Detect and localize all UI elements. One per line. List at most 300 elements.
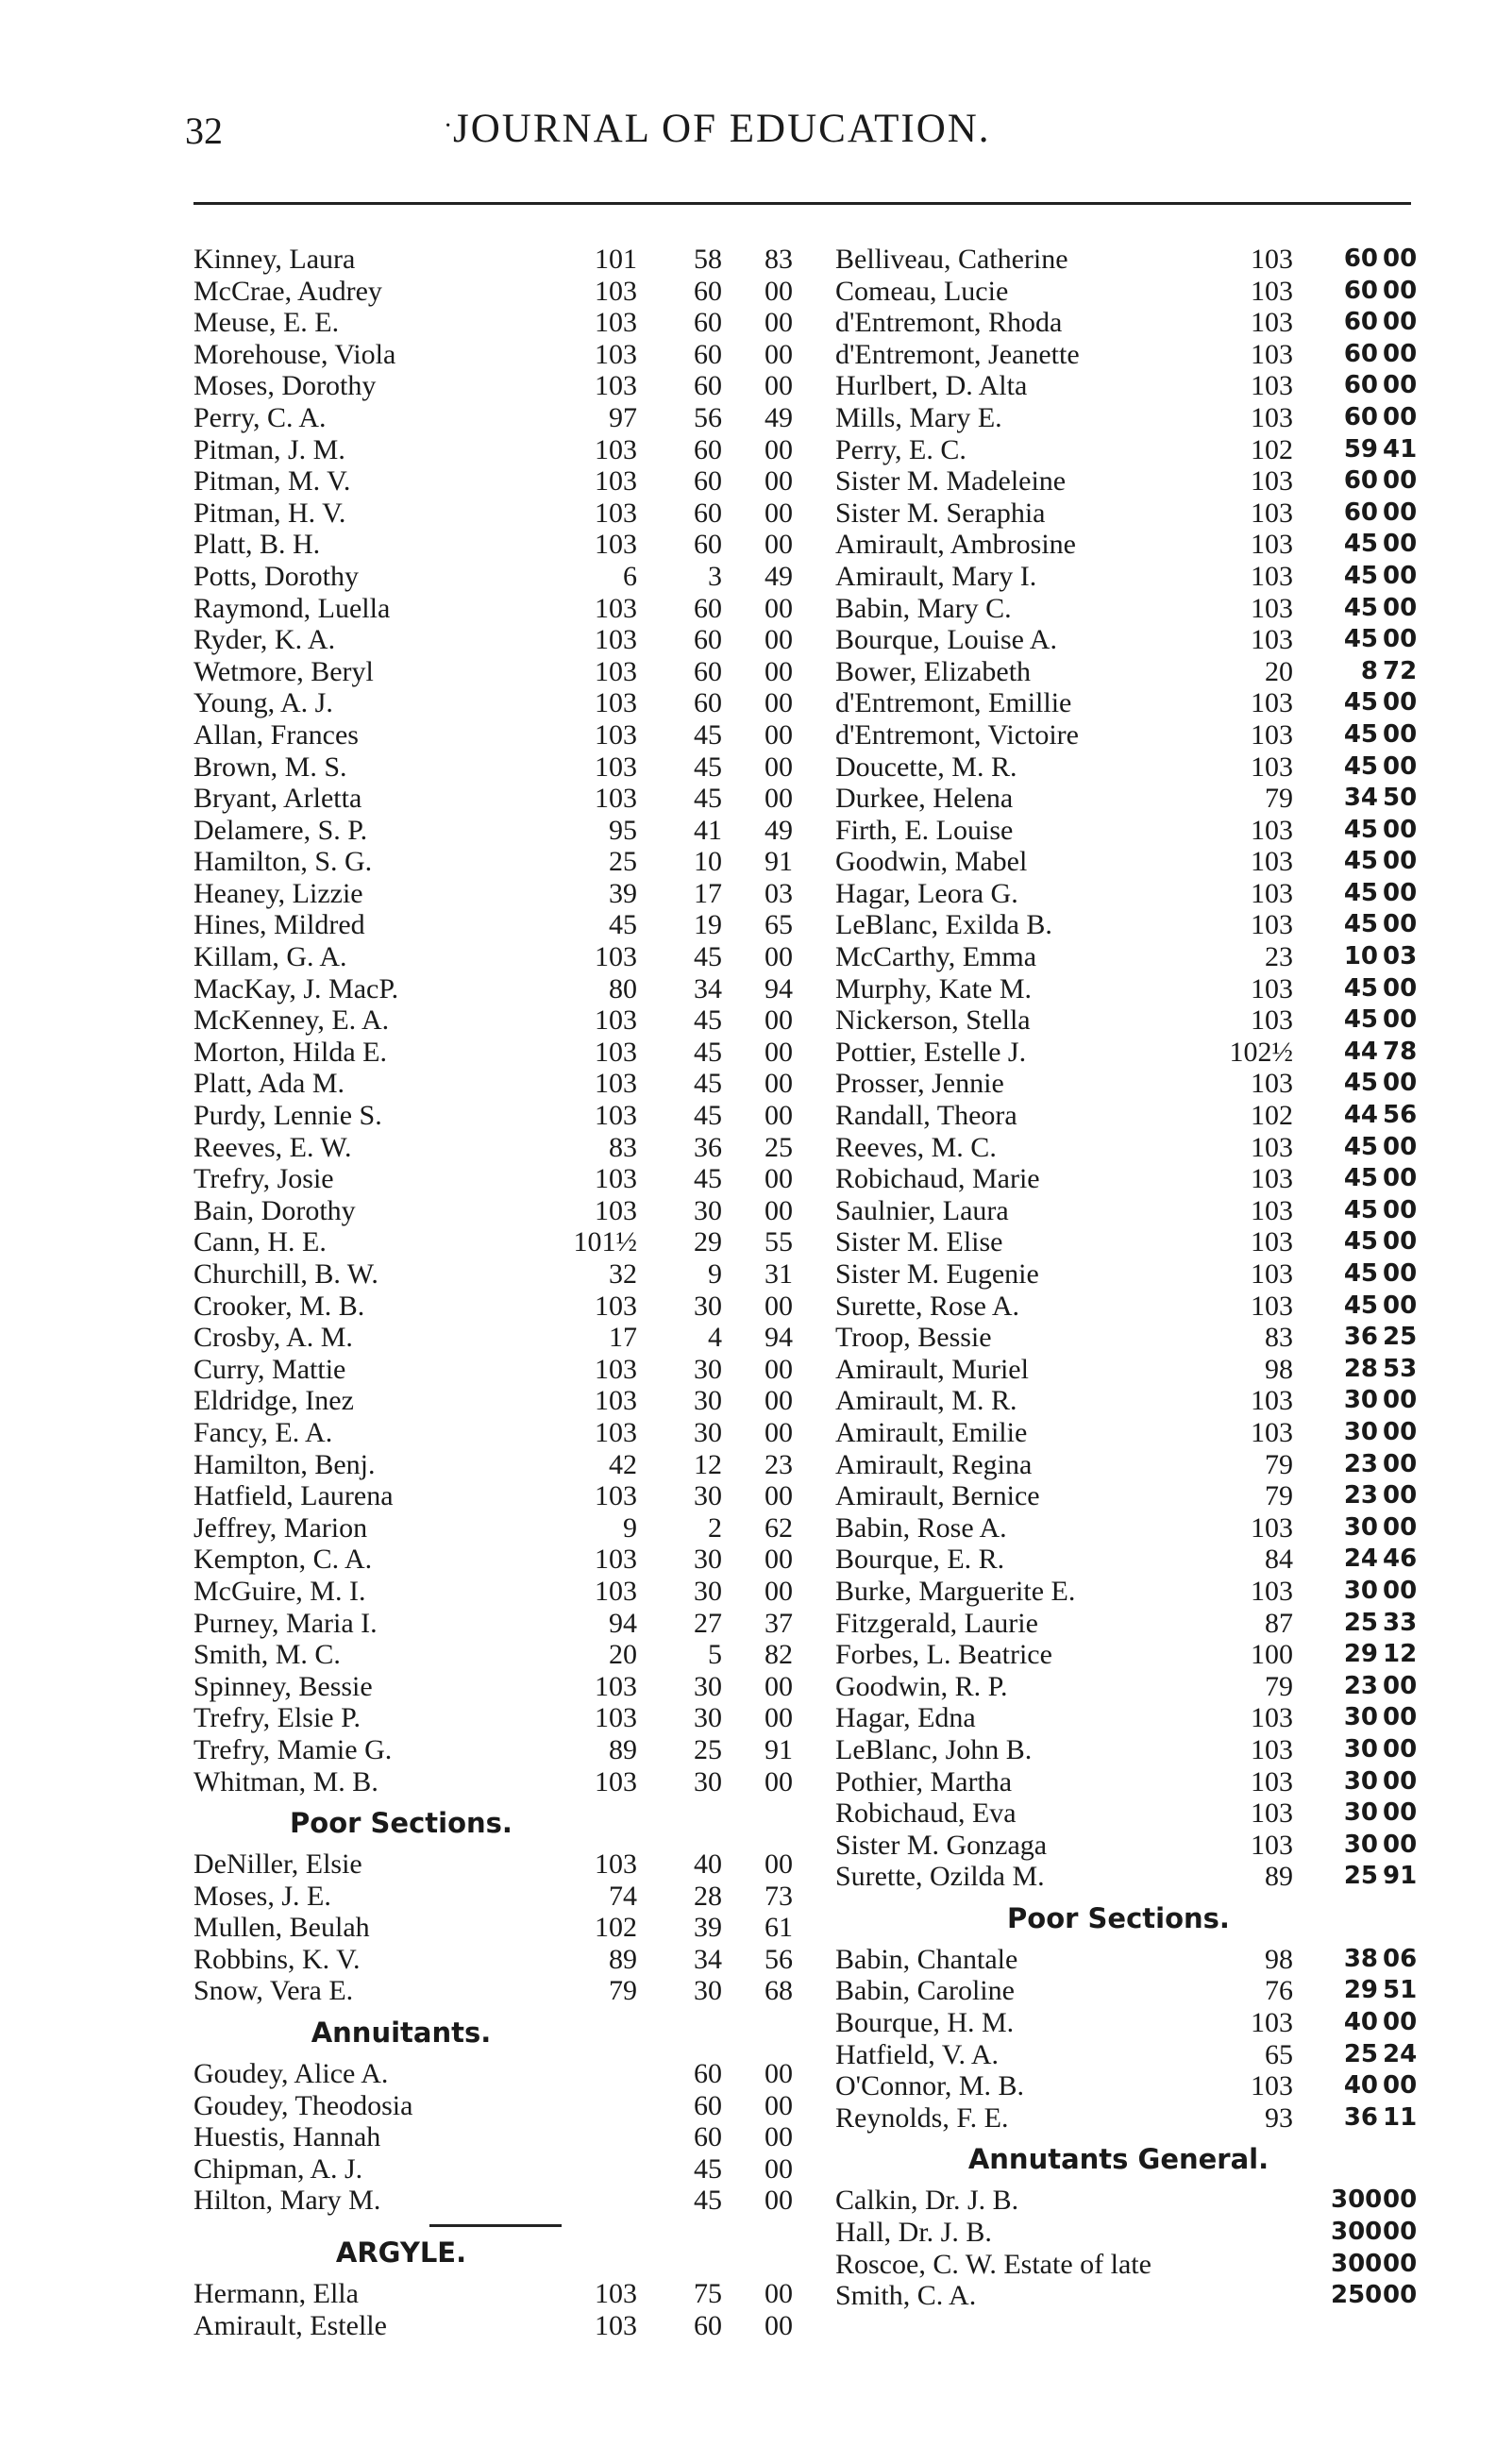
days-taught: 103 [1251,1416,1293,1448]
table-row [835,1734,1430,1766]
amount-cents: 00 [1383,561,1418,590]
amount-cents: 00 [1383,371,1418,400]
amount-dollars: 300 [1331,2186,1383,2215]
table-row [835,1291,1430,1323]
amount-dollars: 30 [694,1416,722,1448]
amount-dollars: 30 [694,1765,722,1797]
amount-cents: 00 [1383,1386,1418,1415]
table-row [835,783,1430,815]
table-row [193,370,835,402]
amount-dollars: 45 [694,1004,722,1037]
amount-cents: 33 [1383,1608,1418,1637]
table-row [193,1480,835,1512]
table-row [835,1322,1430,1354]
days-taught: 103 [595,687,637,719]
amount-cents: 00 [765,1544,793,1576]
table-row [193,1975,835,2007]
table-row [835,1671,1430,1703]
left-heading-annuitants: Annuitants. [311,2017,492,2050]
teacher-name: Chipman, A. J. [193,2152,363,2185]
teacher-name: Amirault, Bernice [835,1480,1040,1512]
left-heading-argyle: ARGYLE. [335,2236,467,2270]
teacher-name: Crosby, A. M. [193,1322,353,1354]
amount-dollars: 30 [1343,1798,1378,1828]
amount-dollars: 60 [694,2089,722,2121]
teacher-name: Hagar, Leora G. [835,877,1018,909]
amount-cents: 00 [1383,1481,1418,1510]
teacher-name: Killam, G. A. [193,941,347,973]
amount-cents: 11 [1383,2102,1418,2132]
days-taught: 103 [1251,1226,1293,1258]
amount-dollars: 30 [1343,1830,1378,1859]
amount-dollars: 10 [1343,942,1378,971]
days-taught: 103 [1251,751,1293,783]
teacher-name: Smith, M. C. [193,1639,341,1671]
table-row [835,751,1430,784]
table-row [835,1544,1430,1576]
days-taught: 103 [1251,814,1293,846]
days-taught: 103 [1251,1163,1293,1195]
amount-dollars: 34 [694,1943,722,1975]
days-taught: 103 [1251,1004,1293,1037]
teacher-name: Bower, Elizabeth [835,655,1032,687]
teacher-name: Babin, Chantale [835,1943,1018,1975]
amount-dollars: 60 [1343,498,1378,527]
days-taught: 83 [609,1131,637,1163]
teacher-name: Randall, Theora [835,1100,1017,1132]
amount-cents: 00 [1383,751,1418,781]
days-taught: 89 [609,1943,637,1975]
amount-cents: 50 [1383,784,1418,813]
amount-cents: 82 [765,1639,793,1671]
days-taught: 103 [1251,497,1293,529]
days-taught: 103 [1251,1829,1293,1861]
amount-dollars: 45 [1343,1195,1378,1224]
table-row [835,2249,1430,2281]
days-taught: 103 [1251,1733,1293,1765]
teacher-name: Reynolds, F. E. [835,2101,1009,2134]
days-taught: 103 [1251,1575,1293,1607]
teacher-name: Brown, M. S. [193,751,347,783]
table-row [835,846,1430,878]
table-row [193,244,835,276]
teacher-name: Hamilton, S. G. [193,846,373,878]
amount-cents: 00 [765,2058,793,2090]
teacher-name: Curry, Mattie [193,1353,346,1385]
amount-cents: 00 [765,1385,793,1417]
amount-cents: 00 [765,1163,793,1195]
table-row [835,1258,1430,1291]
amount-cents: 00 [1383,276,1418,305]
amount-dollars: 45 [1343,1164,1378,1193]
days-taught: 103 [595,433,637,465]
amount-dollars: 36 [1343,2102,1378,2132]
table-row [835,402,1430,434]
running-title: JOURNAL OF EDUCATION. [453,107,991,151]
amount-dollars: 45 [1343,1005,1378,1035]
days-taught: 102 [1251,433,1293,465]
days-taught: 103 [595,465,637,498]
table-row [193,593,835,625]
amount-dollars: 39 [694,1912,722,1944]
days-taught: 103 [595,1004,637,1037]
teacher-name: LeBlanc, Exilda B. [835,909,1052,941]
amount-dollars: 25 [1343,1608,1378,1637]
amount-dollars: 29 [1343,1976,1378,2005]
table-row [835,624,1430,656]
table-row [835,1132,1430,1164]
teacher-name: Trefry, Josie [193,1163,334,1195]
amount-cents: 12 [1383,1640,1418,1669]
days-taught: 20 [609,1639,637,1671]
table-row [835,1512,1430,1544]
table-row [193,973,835,1005]
amount-cents: 00 [765,1290,793,1322]
amount-cents: 00 [765,1575,793,1607]
amount-cents: 00 [1383,1766,1418,1796]
table-row [193,1258,835,1291]
amount-dollars: 36 [1343,1323,1378,1352]
amount-cents: 00 [765,718,793,751]
amount-dollars: 30 [1343,1703,1378,1732]
amount-dollars: 300 [1331,2218,1383,2247]
days-taught: 25 [609,846,637,878]
teacher-name: Wetmore, Beryl [193,655,374,687]
days-taught: 89 [1265,1861,1293,1893]
days-taught: 103 [595,718,637,751]
table-row [193,1734,835,1766]
days-taught: 103 [595,655,637,687]
table-row [193,719,835,751]
teacher-name: Sister M. Elise [835,1226,1003,1258]
table-row [835,909,1430,941]
amount-cents: 00 [765,338,793,370]
teacher-name: Bain, Dorothy [193,1194,356,1226]
table-row [835,1861,1430,1893]
amount-cents: 00 [765,2121,793,2153]
table-row [835,1766,1430,1798]
amount-dollars: 30 [694,1353,722,1385]
amount-cents: 56 [1383,1101,1418,1130]
teacher-name: Whitman, M. B. [193,1765,378,1797]
days-taught: 103 [1251,1194,1293,1226]
teacher-name: Hamilton, Benj. [193,1448,376,1480]
amount-cents: 00 [1383,2186,1418,2215]
days-taught: 103 [595,1100,637,1132]
teacher-name: Babin, Rose A. [835,1511,1007,1544]
amount-dollars: 60 [1343,245,1378,273]
amount-cents: 00 [1383,1830,1418,1859]
table-row [193,498,835,530]
teacher-name: Reeves, E. W. [193,1131,352,1163]
amount-dollars: 60 [694,687,722,719]
table-row [835,2217,1430,2249]
amount-cents: 00 [1383,1132,1418,1161]
table-row [835,465,1430,498]
table-row [193,1576,835,1608]
teacher-name: Mullen, Beulah [193,1912,370,1944]
amount-dollars: 45 [1343,815,1378,844]
days-taught: 103 [595,1353,637,1385]
days-taught: 100 [1251,1639,1293,1671]
amount-dollars: 30 [1343,1417,1378,1446]
teacher-name: d'Entremont, Jeanette [835,338,1080,370]
teacher-name: Robbins, K. V. [193,1943,361,1975]
amount-cents: 23 [765,1448,793,1480]
amount-cents: 00 [1383,1227,1418,1257]
days-taught: 103 [595,624,637,656]
table-row [835,1449,1430,1481]
amount-dollars: 45 [1343,878,1378,907]
table-row [835,815,1430,847]
table-row [193,1944,835,1976]
amount-dollars: 3 [708,560,722,592]
table-row [193,339,835,371]
days-taught: 103 [595,1036,637,1068]
teacher-name: Crooker, M. B. [193,1290,365,1322]
amount-cents: 00 [765,370,793,402]
amount-cents: 00 [1383,1512,1418,1542]
table-row [835,941,1430,973]
days-taught: 103 [595,2278,637,2310]
left-list-poor [193,1848,835,2007]
days-taught: 103 [595,1702,637,1734]
teacher-name: Bourque, Louise A. [835,624,1057,656]
days-taught: 9 [623,1511,637,1544]
days-taught: 103 [1251,1797,1293,1830]
teacher-name: Calkin, Dr. J. B. [835,2185,1019,2217]
teacher-name: d'Entremont, Victoire [835,718,1079,751]
teacher-name: Murphy, Kate M. [835,972,1033,1004]
days-taught: 103 [1251,338,1293,370]
table-row [193,1385,835,1417]
amount-cents: 41 [1383,434,1418,464]
table-row [193,1100,835,1132]
table-row [835,1385,1430,1417]
table-row [835,2102,1430,2135]
amount-cents: 00 [1383,2281,1418,2310]
amount-dollars: 10 [694,846,722,878]
amount-dollars: 40 [1343,2071,1378,2101]
amount-dollars: 25 [694,1733,722,1765]
teacher-name: Goodwin, R. P. [835,1670,1008,1702]
table-row [193,1912,835,1944]
amount-dollars: 25 [1343,2039,1378,2068]
amount-dollars: 40 [1343,2008,1378,2037]
table-row [193,2278,835,2310]
table-row [193,1512,835,1544]
amount-cents: 49 [765,401,793,433]
amount-dollars: 45 [694,2152,722,2185]
amount-dollars: 45 [1343,719,1378,749]
days-taught: 79 [1265,1448,1293,1480]
days-taught: 103 [1251,275,1293,307]
table-row [193,1544,835,1576]
amount-dollars: 30 [1343,1386,1378,1415]
amount-dollars: 45 [1343,1227,1378,1257]
days-taught: 101 [595,244,637,275]
amount-cents: 00 [1383,910,1418,939]
table-row [835,434,1430,466]
days-taught: 79 [1265,783,1293,815]
table-row [193,1848,835,1881]
teacher-name: DeNiller, Elsie [193,1848,362,1881]
header-bullet: · [444,111,453,141]
amount-cents: 00 [765,1068,793,1100]
teacher-name: Surette, Ozilda M. [835,1861,1045,1893]
amount-dollars: 45 [1343,1259,1378,1288]
amount-dollars: 5 [708,1639,722,1671]
table-row [835,1068,1430,1100]
days-taught: 103 [595,1290,637,1322]
teacher-name: Trefry, Mamie G. [193,1733,393,1765]
days-taught: 103 [1251,2007,1293,2039]
days-taught: 103 [1251,560,1293,592]
amount-dollars: 28 [694,1880,722,1912]
amount-cents: 00 [765,465,793,498]
amount-dollars: 60 [1343,402,1378,431]
teacher-name: McGuire, M. I. [193,1575,366,1607]
teacher-name: Hines, Mildred [193,909,365,941]
teacher-name: Eldridge, Inez [193,1385,354,1417]
teacher-name: Doucette, M. R. [835,751,1017,783]
amount-dollars: 45 [1343,530,1378,559]
amount-cents: 73 [765,1880,793,1912]
teacher-name: Durkee, Helena [835,783,1014,815]
amount-cents: 72 [1383,656,1418,685]
teacher-name: Robichaud, Eva [835,1797,1017,1830]
table-row [193,1449,835,1481]
days-taught: 103 [595,1385,637,1417]
days-taught: 103 [595,783,637,815]
left-column [193,244,835,2341]
days-taught: 103 [1251,846,1293,878]
amount-dollars: 60 [694,655,722,687]
amount-dollars: 45 [1343,847,1378,876]
days-taught: 76 [1265,1975,1293,2007]
amount-cents: 91 [1383,1862,1418,1891]
days-taught: 103 [1251,1765,1293,1797]
teacher-name: Fitzgerald, Laurie [835,1607,1038,1639]
days-taught: 95 [609,814,637,846]
amount-cents: 00 [765,592,793,624]
amount-dollars: 60 [1343,308,1378,337]
table-row [193,2121,835,2153]
teacher-name: LeBlanc, John B. [835,1733,1033,1765]
days-taught: 103 [595,2309,637,2341]
teacher-name: Bourque, E. R. [835,1544,1005,1576]
amount-cents: 00 [765,2152,793,2185]
amount-cents: 00 [1383,339,1418,368]
table-row [835,1226,1430,1258]
table-row [835,1639,1430,1671]
amount-cents: 00 [1383,2071,1418,2101]
table-row [835,1354,1430,1386]
amount-cents: 00 [765,1765,793,1797]
days-taught: 103 [595,1163,637,1195]
right-column [835,244,1430,2312]
amount-dollars: 19 [694,909,722,941]
amount-dollars: 30 [694,1975,722,2007]
table-row [193,624,835,656]
amount-dollars: 45 [694,1100,722,1132]
teacher-name: Sister M. Eugenie [835,1258,1039,1290]
table-row [193,434,835,466]
amount-dollars: 45 [1343,1069,1378,1098]
amount-dollars: 45 [694,1036,722,1068]
days-taught: 103 [595,1848,637,1881]
amount-cents: 00 [1383,1798,1418,1828]
teacher-name: Hurlbert, D. Alta [835,370,1028,402]
table-row [193,1417,835,1449]
table-row [835,1100,1430,1132]
amount-cents: 00 [1383,973,1418,1003]
amount-cents: 00 [765,941,793,973]
right-list-poor [835,1944,1430,2135]
amount-dollars: 30 [694,1385,722,1417]
table-row [835,593,1430,625]
amount-dollars: 58 [694,244,722,275]
table-row [835,1944,1430,1976]
days-taught: 23 [1265,941,1293,973]
teacher-name: Kempton, C. A. [193,1544,373,1576]
amount-cents: 00 [765,1100,793,1132]
teacher-name: Bourque, H. M. [835,2007,1015,2039]
amount-dollars: 8 [1360,656,1378,685]
amount-cents: 00 [765,624,793,656]
table-row [835,1608,1430,1640]
amount-dollars: 2 [708,1511,722,1544]
days-taught: 79 [1265,1670,1293,1702]
teacher-name: Firth, E. Louise [835,814,1014,846]
teacher-name: Saulnier, Laura [835,1194,1009,1226]
amount-cents: 00 [1383,1417,1418,1446]
amount-cents: 00 [765,2089,793,2121]
amount-dollars: 45 [1343,751,1378,781]
teacher-name: O'Connor, M. B. [835,2070,1025,2102]
amount-cents: 65 [765,909,793,941]
teacher-name: Huestis, Hannah [193,2121,381,2153]
days-taught: 101½ [573,1226,637,1258]
table-row [193,846,835,878]
days-taught: 32 [609,1258,637,1290]
teacher-name: Platt, B. H. [193,529,321,561]
table-row [835,1702,1430,1734]
teacher-name: Meuse, E. E. [193,307,340,339]
amount-dollars: 45 [694,718,722,751]
amount-cents: 56 [765,1943,793,1975]
days-taught: 80 [609,972,637,1004]
amount-dollars: 30 [1343,1734,1378,1764]
amount-cents: 49 [765,560,793,592]
table-row [193,307,835,339]
amount-dollars: 30 [694,1575,722,1607]
amount-dollars: 23 [1343,1481,1378,1510]
table-row [835,370,1430,402]
teacher-name: Snow, Vera E. [193,1975,354,2007]
days-taught: 79 [1265,1480,1293,1512]
teacher-name: Amirault, Estelle [193,2309,387,2341]
page-header [0,0,1496,189]
amount-dollars: 45 [694,1068,722,1100]
amount-cents: 25 [765,1131,793,1163]
days-taught: 103 [1251,307,1293,339]
amount-cents: 00 [765,1416,793,1448]
amount-dollars: 60 [694,338,722,370]
table-row [193,656,835,688]
amount-cents: 00 [1383,2249,1418,2278]
teacher-name: Burke, Marguerite E. [835,1575,1076,1607]
